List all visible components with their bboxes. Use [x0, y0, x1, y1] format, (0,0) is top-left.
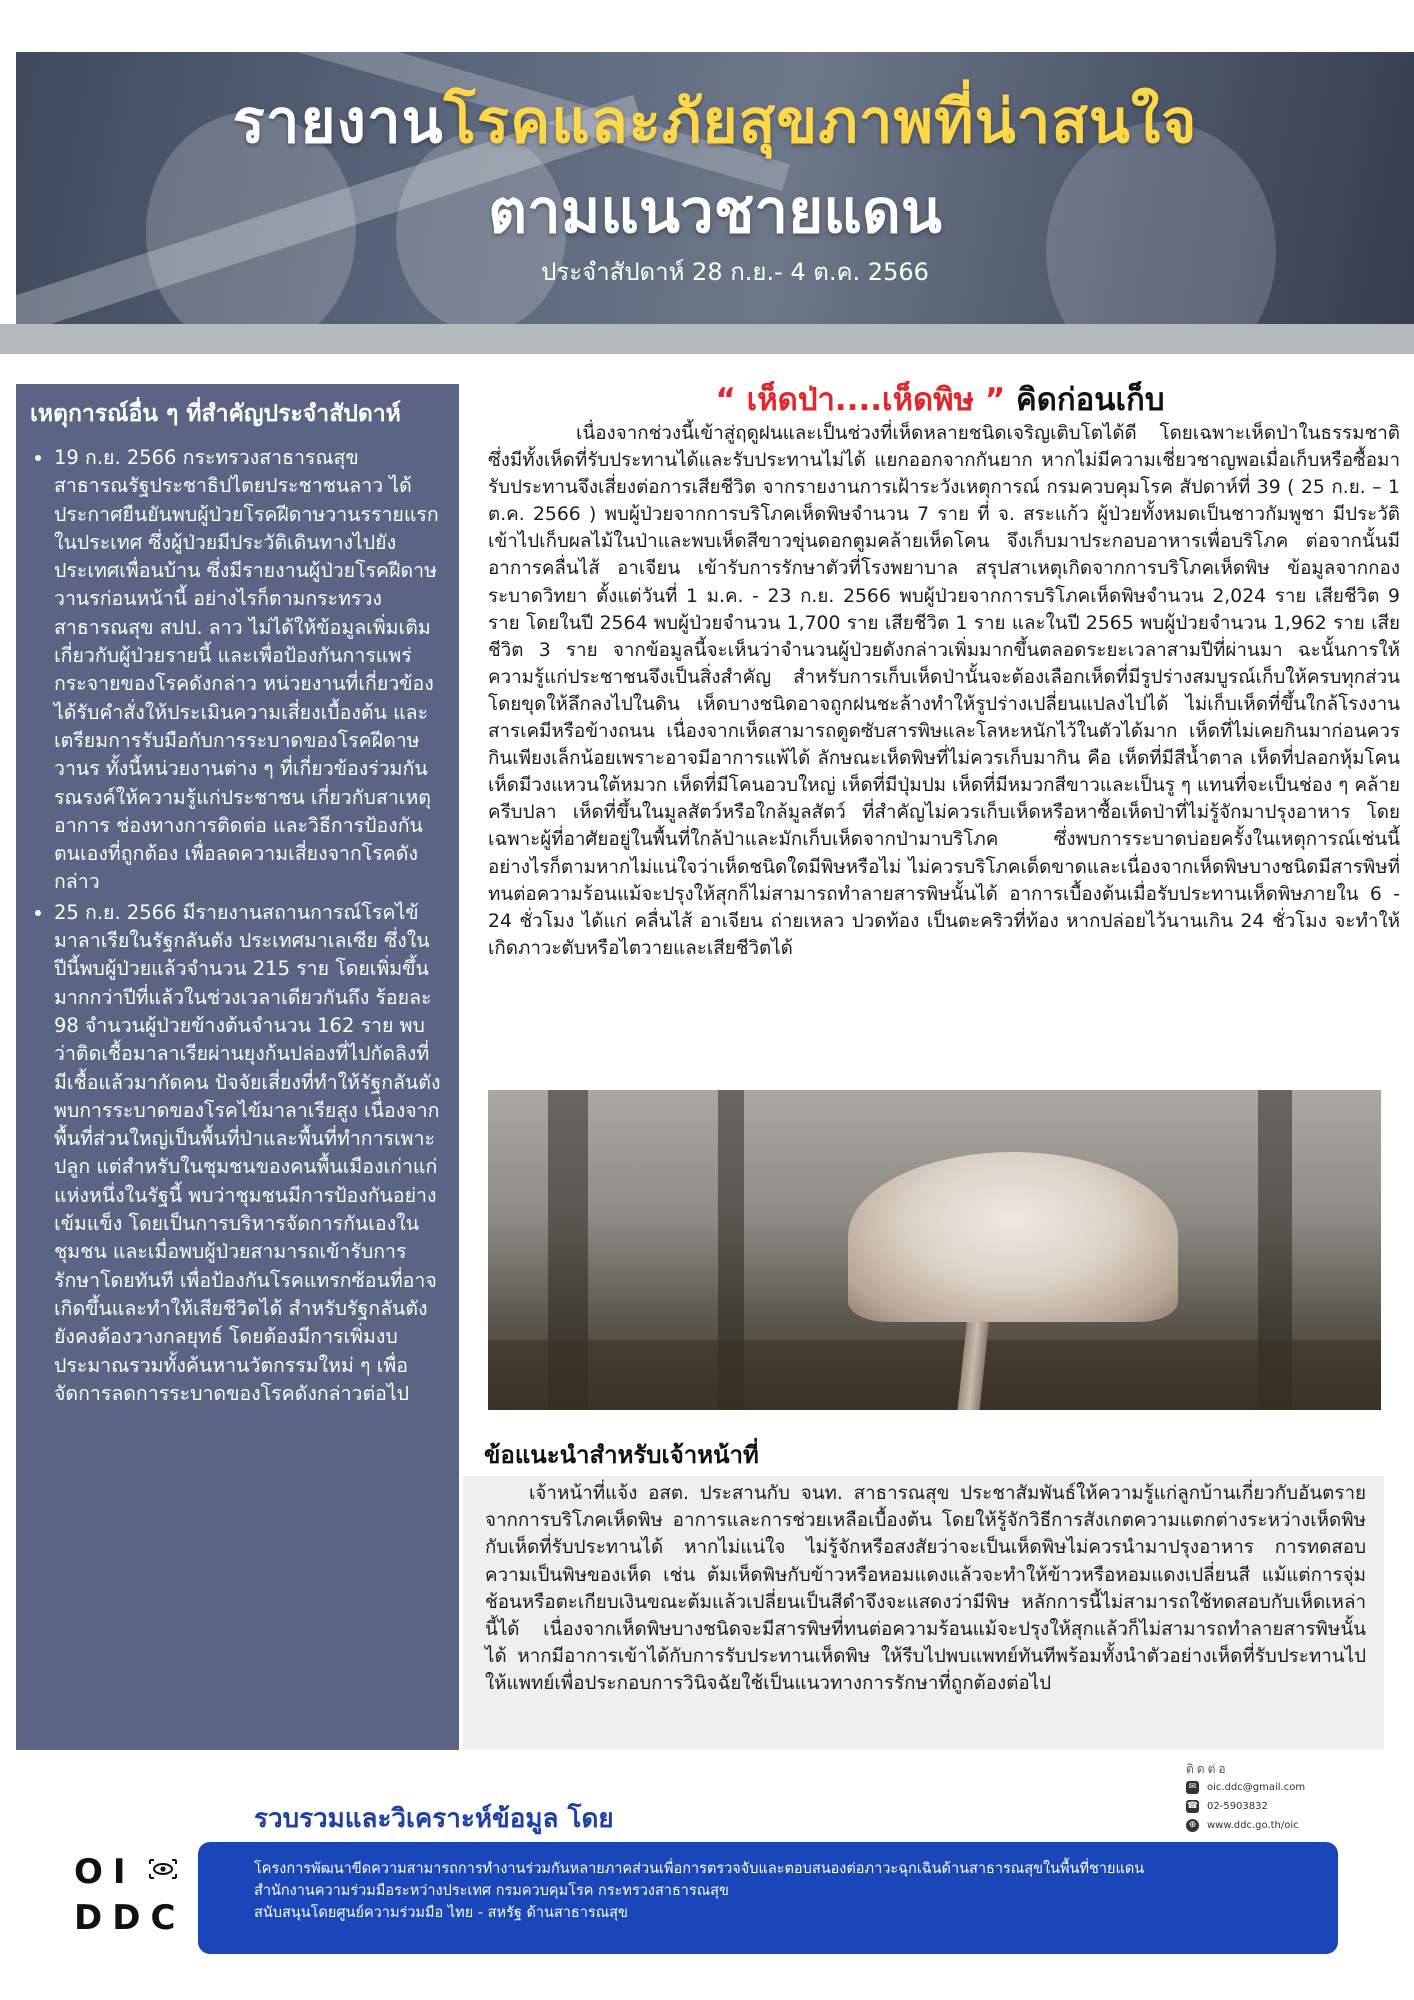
contact-phone-text: 02-5903832 [1207, 1800, 1268, 1812]
footer-box [198, 1842, 1338, 1954]
sidebar-other-events [16, 384, 459, 1750]
sidebar-event-item: • 25 ก.ย. 2566 มีรายงานสถานการณ์โรคไข้มาลาเรียในรัฐกลันตัง ประเทศมาเลเซีย ซึ่งในปีนี้พบผู้ป่วยแล้วจำนวน 215 ราย โดยเพิ่มขึ้นมากกว่าปีที่แล้วในช่วงเวลาเดียวกันถึง ร้อยละ 98 จำนวนผู้ป่วยข้างต้นจำนวน 162 ราย พบว่าติดเชื้อมาลาเรียผ่านยุงก้นปล่องที่ไปกัดลิงที่มีเชื้อแล้วมากัดคน ปัจจัยเสี่ยงที่ทำให้รัฐกลันตังพบการระบาดของโรคไข้มาลาเรียสูง เนื่องจากพื้นที่ส่วนใหญ่เป็นพื้นที่ป่าและพื้นที่ทำการเพาะปลูก แต่สำหรับในชุมชนของคนพื้นเมืองเก่าแก่แห่งหนึ่งในรัฐนี้ พบว่าชุมชนมีการป้องกันอย่างเข้มแข็ง โดยเป็นการบริหารจัดการกันเองในชุมชน และเมื่อพบผู้ป่วยสามารถเข้ารับการรักษาโดยทันที เพื่อป้องกันโรคแทรกซ้อนที่อาจเกิดขึ้นและทำให้เสียชีวิตได้ สำหรับรัฐกลันตังยังคงต้องวางกลยุทธ์ โดยต้องมีการเพิ่มงบประมาณรวมทั้งค้นหานวัตกรรมใหม่ ๆ เพื่อจัดการลดการระบาดของโรคดังกล่าวต่อไป [54, 899, 441, 1408]
globe-icon: ⊕ [1186, 1819, 1199, 1832]
report-week: ประจำสัปดาห์ 28 ก.ย.- 4 ต.ค. 2566 [541, 258, 929, 286]
sidebar-event-list [30, 444, 441, 1408]
advice-box [463, 1476, 1384, 1750]
report-title-line2: ตามแนวชายแดน [488, 177, 942, 247]
contact-heading: ติดต่อ [1186, 1762, 1229, 1776]
logo-ddc: DDC [74, 1898, 186, 1938]
photo-ground [488, 1340, 1381, 1410]
eye-icon [148, 1858, 178, 1880]
email-icon: ✉ [1186, 1781, 1199, 1794]
contact-email[interactable] [1186, 1778, 1305, 1796]
footer-line: โครงการพัฒนาขีดความสามารถการทำงานร่วมกันหลายภาคส่วนเพื่อการตรวจจับและตอบสนองต่อภาวะฉุกเฉินด้านสาธารณสุขในพื้นที่ชายแดน [254, 1861, 1145, 1877]
article-body: เนื่องจากช่วงนี้เข้าสู่ฤดูฝนและเป็นช่วงที่เห็ดหลายชนิดเจริญเติบโตได้ดี โดยเฉพาะเห็ดป่าในธรรมชาติ ซึ่งมีทั้งเห็ดที่รับประทานได้และรับประทานไม่ได้ แยกออกจากกันยาก หากไม่มีความเชี่ยวชาญพอเมื่อเก็บหรือซื้อมารับประทานจึงเสี่ยงต่อการเสียชีวิต จากรายงานการเฝ้าระวังเหตุการณ์ กรมควบคุมโรค สัปดาห์ที่ 39 ( 25 ก.ย. – 1 ต.ค. 2566 ) พบผู้ป่วยจากการบริโภคเห็ดพิษจำนวน 7 ราย ที่ จ. สระแก้ว ผู้ป่วยทั้งหมดเป็นชาวกัมพูชา มีประวัติเข้าไปเก็บผลไม้ในป่าและพบเห็ดสีขาวขุ่นดอกตูมคล้ายเห็ดโคน จึงเก็บมาประกอบอาหารเพื่อบริโภค ต่อจากนั้นมีอาการคลื่นไส้ อาเจียน เข้ารับการรักษาตัวที่โรงพยาบาล สรุปสาเหตุเกิดจากการบริโภคเห็ดพิษ ข้อมูลจากกองระบาดวิทยา ตั้งแต่วันที่ 1 ม.ค. - 23 ก.ย. 2566 พบผู้ป่วยจากการบริโภคเห็ดพิษจำนวน 2,024 ราย เสียชีวิต 9 ราย โดยในปี 2564 พบผู้ป่วยจำนวน 1,700 ราย เสียชีวิต 1 ราย และในปี 2565 พบผู้ป่วยจำนวน 1,962 ราย เสียชีวิต 3 ราย จากข้อมูลนี้จะเห็นว่าจำนวนผู้ป่วยดังกล่าวเพิ่มมากขึ้นตลอดระยะเวลาสามปีที่ผ่านมา ฉะนั้นการให้ความรู้แก่ประชาชนจึงเป็นสิ่งสำคัญ สำหรับการเก็บเห็ดป่านั้นจะต้องเลือกเห็ดที่มีรูปร่างสมบูรณ์เก็บให้ครบทุกส่วนโดยขุดให้ลึกลงไปในดิน เห็ดบางชนิดอาจถูกฝนชะล้างทำให้รูปร่างเปลี่ยนแปลงไปได้ ไม่เก็บเห็ดที่ขึ้นใกล้โรงงานสารเคมีหรือข้างถนน เนื่องจากเห็ดสามารถดูดซับสารพิษและโลหะหนักไว้ในตัวได้มาก เห็ดที่ไม่เคยกินมาก่อนควรกินเพียงเล็กน้อยเพราะอาจมีอาการแพ้ได้ ลักษณะเห็ดพิษที่ไม่ควรเก็บมากิน คือ เห็ดที่มีสีน้ำตาล เห็ดที่ปลอกหุ้มโคนเห็ดมีวงแหวนใต้หมวก เห็ดที่มีโคนอวบใหญ่ เห็ดที่มีปุ่มปม เห็ดที่มีหมวกสีขาวและเป็นรู ๆ แทนที่จะเป็นช่อง ๆ คล้ายครีบปลา เห็ดที่ขึ้นในมูลสัตว์หรือใกล้มูลสัตว์ ที่สำคัญไม่ควรเก็บเห็ดหรือหาซื้อเห็ดป่าที่ไม่รู้จักมาปรุงอาหาร โดยเฉพาะผู้ที่อาศัยอยู่ในพื้นที่ใกล้ป่าและมักเก็บเห็ดจากป่ามาบริโภค ซึ่งพบการระบาดบ่อยครั้งในเหตุการณ์เช่นนี้ อย่างไรก็ตามหากไม่แน่ใจว่าเห็ดชนิดใดมีพิษหรือไม่ ไม่ควรบริโภคเด็ดขาดและเนื่องจากเห็ดพิษบางชนิดมีสารพิษที่ทนต่อความร้อนแม้จะปรุงให้สุกก็ไม่สามารถทำลายสารพิษนั้นได้ อาการเบื้องต้นเมื่อรับประทานเห็ดพิษภายใน 6 - 24 ชั่วโมง ได้แก่ คลื่นไส้ อาเจียน ถ่ายเหลว ปวดท้อง เป็นตะคริวที่ท้อง หากปล่อยไว้นานเกิน 24 ชั่วโมง จะทำให้เกิดภาวะตับหรือไตวายและเสียชีวิตได้ [488, 423, 1400, 959]
mushroom-photo [488, 1090, 1381, 1410]
contact-phone[interactable] [1186, 1797, 1268, 1815]
footer-line: สำนักงานความร่วมมือระหว่างประเทศ กรมควบคุมโรค กระทรวงสาธารณสุข [254, 1883, 729, 1899]
sidebar-heading: เหตุการณ์อื่น ๆ ที่สำคัญประจำสัปดาห์ [30, 401, 401, 427]
header-banner [16, 52, 1414, 324]
report-title: รายงานโรคและภัยสุขภาพที่น่าสนใจ [232, 87, 1198, 157]
phone-icon: ☎ [1186, 1800, 1199, 1811]
footer-line: สนับสนุนโดยศูนย์ความร่วมมือ ไทย - สหรัฐ ด้านสาธารณสุข [254, 1905, 628, 1921]
sidebar-event-item: • 19 ก.ย. 2566 กระทรวงสาธารณสุขสาธารณรัฐประชาธิปไตยประชาชนลาว ได้ประกาศยืนยันพบผู้ป่วยโรคฝีดาษวานรรายแรกในประเทศ ซึ่งผู้ป่วยมีประวัติเดินทางไปยังประเทศเพื่อนบ้าน ซึ่งมีรายงานผู้ป่วยโรคฝีดาษวานรก่อนหน้านี้ อย่างไรก็ตามกระทรวงสาธารณสุข สปป. ลาว ไม่ได้ให้ข้อมูลเพิ่มเติมเกี่ยวกับผู้ป่วยรายนี้ และเพื่อป้องกันการแพร่กระจายของโรคดังกล่าว หน่วยงานที่เกี่ยวข้องได้รับคำสั่งให้ประเมินความเสี่ยงเบื้องต้น และเตรียมการรับมือกับการระบาดของโรคฝีดาษวานร ทั้งนี้หน่วยงานต่าง ๆ ที่เกี่ยวข้องร่วมกันรณรงค์ให้ความรู้แก่ประชาชน เกี่ยวกับสาเหตุ อาการ ช่องทางการติดต่อ และวิธีการป้องกันตนเองที่ถูกต้อง เพื่อลดความเสี่ยงจากโรคดังกล่าว [54, 444, 441, 897]
advice-body: เจ้าหน้าที่แจ้ง อสต. ประสานกับ จนท. สาธารณสุข ประชาสัมพันธ์ให้ความรู้แก่ลูกบ้านเกี่ยวกับอันตรายจากการบริโภคเห็ดพิษ อาการและการช่วยเหลือเบื้องต้น โดยให้รู้จักวิธีการสังเกตความแตกต่างระหว่างเห็ดพิษกับเห็ดที่รับประทานได้ หากไม่แน่ใจ ไม่รู้จักหรือสงสัยว่าจะเป็นเห็ดพิษไม่ควรนำมาปรุงอาหาร การทดสอบความเป็นพิษของเห็ด เช่น ต้มเห็ดพิษกับข้าวหรือหอมแดงแล้วจะทำให้ข้าวหรือหอมแดงเปลี่ยนสี แม้แต่การจุ่มช้อนหรือตะเกียบเงินขณะต้มแล้วเปลี่ยนเป็นสีดำจึงจะแสดงว่ามีพิษ หลักการนี้ไม่สามารถใช้ทดสอบกับเห็ดเหล่านี้ได้ เนื่องจากเห็ดพิษบางชนิดจะมีสารพิษที่ทนต่อความร้อนแม้จะปรุงให้สุกแล้วก็ไม่สามารถทำลายสารพิษนั้นได้ หากมีอาการเข้าได้กับการรับประทานเห็ดพิษ ให้รีบไปพบแพทย์ทันทีพร้อมทั้งนำตัวอย่างเห็ดที่รับประทานไปให้แพทย์เพื่อประกอบการวินิจฉัยใช้เป็นแนวทางการรักษาที่ถูกต้องต่อไป [485, 1483, 1366, 1695]
mushroom-cap [848, 1152, 1178, 1322]
contact-web[interactable] [1186, 1816, 1299, 1834]
compiled-by: รวบรวมและวิเคราะห์ข้อมูล โดย [254, 1804, 614, 1834]
advice-title: ข้อแนะนำสำหรับเจ้าหน้าที่ [484, 1441, 759, 1469]
contact-email-text: oic.ddc@gmail.com [1207, 1781, 1306, 1793]
article-title: “ เห็ดป่า....เห็ดพิษ ” คิดก่อนเก็บ [715, 382, 1165, 418]
logo-oi: OI [74, 1852, 136, 1892]
contact-web-text: www.ddc.go.th/oic [1207, 1819, 1299, 1831]
header-divider [0, 324, 1414, 354]
